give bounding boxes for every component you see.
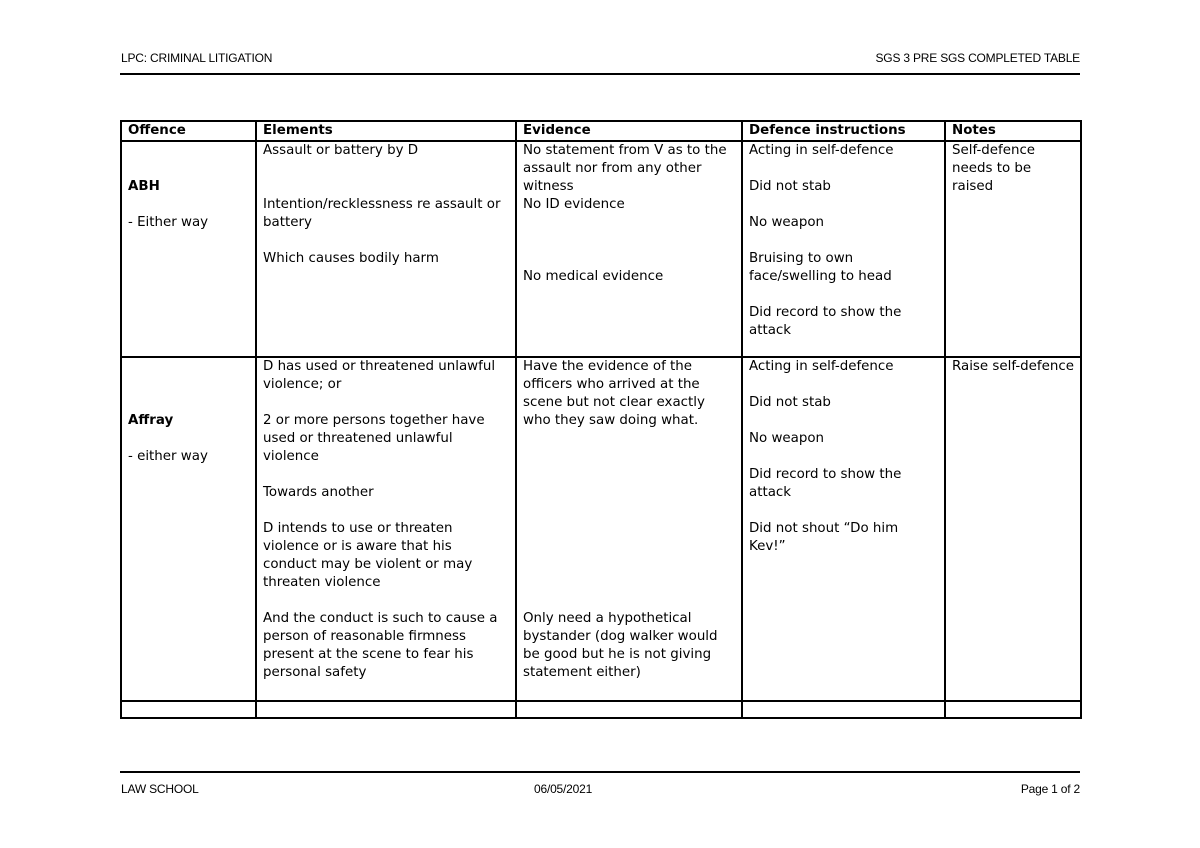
offence-cell [121, 141, 256, 357]
table-row [121, 357, 1081, 701]
element-item: Which causes bodily harm [263, 251, 439, 266]
offences-table [120, 120, 1082, 719]
header-rule [120, 73, 1080, 75]
footer-page-number: Page 1 of 2 [1020, 782, 1080, 796]
evidence-item: No statement from V as to the assault nor from any other witness [523, 143, 727, 194]
defence-item: No weapon [749, 215, 825, 230]
defence-item: Did not stab [749, 179, 831, 194]
defence-item: Did not stab [749, 395, 831, 410]
defence-item: Did not shout “Do him Kev!” [749, 521, 899, 554]
element-item: D has used or threatened unlawful violence; or [263, 359, 496, 392]
element-item: 2 or more persons together have used or threatened unlawful violence [263, 413, 485, 464]
evidence-item: Have the evidence of the officers who arrived at the scene but not clear exactly who they saw doing what. [523, 359, 705, 428]
defence-cell [742, 141, 945, 357]
table-header-row [121, 121, 1081, 141]
empty-cell [742, 701, 945, 718]
defence-item: No weapon [749, 431, 825, 446]
column-header-notes: Notes [945, 121, 1081, 141]
defence-item: Bruising to own face/swelling to head [749, 251, 892, 284]
offence-mode: - Either way [128, 215, 209, 230]
column-header-elements: Elements [256, 121, 516, 141]
defence-item: Acting in self-defence [749, 143, 894, 158]
notes-cell [945, 141, 1081, 357]
element-item: Towards another [263, 485, 374, 500]
column-header-evidence: Evidence [516, 121, 742, 141]
empty-cell [516, 701, 742, 718]
offence-name: Affray [128, 413, 174, 428]
footer-institution: LAW SCHOOL [121, 782, 199, 796]
offence-cell [121, 357, 256, 701]
header-course-title: LPC: CRIMINAL LITIGATION [121, 51, 273, 65]
evidence-item: No ID evidence [523, 197, 625, 212]
notes-cell [945, 357, 1081, 701]
notes-text: Raise self-defence [952, 359, 1074, 374]
defence-cell [742, 357, 945, 701]
footer-rule [120, 771, 1080, 773]
header-document-title: SGS 3 PRE SGS COMPLETED TABLE [875, 51, 1080, 65]
element-item: Assault or battery by D [263, 143, 419, 158]
empty-cell [121, 701, 256, 718]
empty-cell [256, 701, 516, 718]
table-row-empty [121, 701, 1081, 718]
element-item: Intention/recklessness re assault or battery [263, 197, 501, 230]
table-row [121, 141, 1081, 357]
evidence-cell [516, 357, 742, 701]
evidence-item: Only need a hypothetical bystander (dog walker would be good but he is not giving statement either) [523, 611, 718, 680]
elements-cell [256, 357, 516, 701]
elements-cell [256, 141, 516, 357]
column-header-offence: Offence [121, 121, 256, 141]
offence-mode: - either way [128, 449, 208, 464]
offence-name: ABH [128, 179, 160, 194]
notes-text: Self-defence needs to be raised [952, 143, 1036, 194]
footer-date: 06/05/2021 [534, 782, 593, 796]
defence-item: Acting in self-defence [749, 359, 894, 374]
defence-item: Did record to show the attack [749, 467, 902, 500]
evidence-item: No medical evidence [523, 269, 664, 284]
defence-item: Did record to show the attack [749, 305, 902, 338]
evidence-cell [516, 141, 742, 357]
empty-cell [945, 701, 1081, 718]
column-header-defence-instructions: Defence instructions [742, 121, 945, 141]
element-item: D intends to use or threaten violence or is aware that his conduct may be violent or may threaten violence [263, 521, 473, 590]
element-item: And the conduct is such to cause a person of reasonable firmness present at the scene to fear his personal safety [263, 611, 498, 680]
